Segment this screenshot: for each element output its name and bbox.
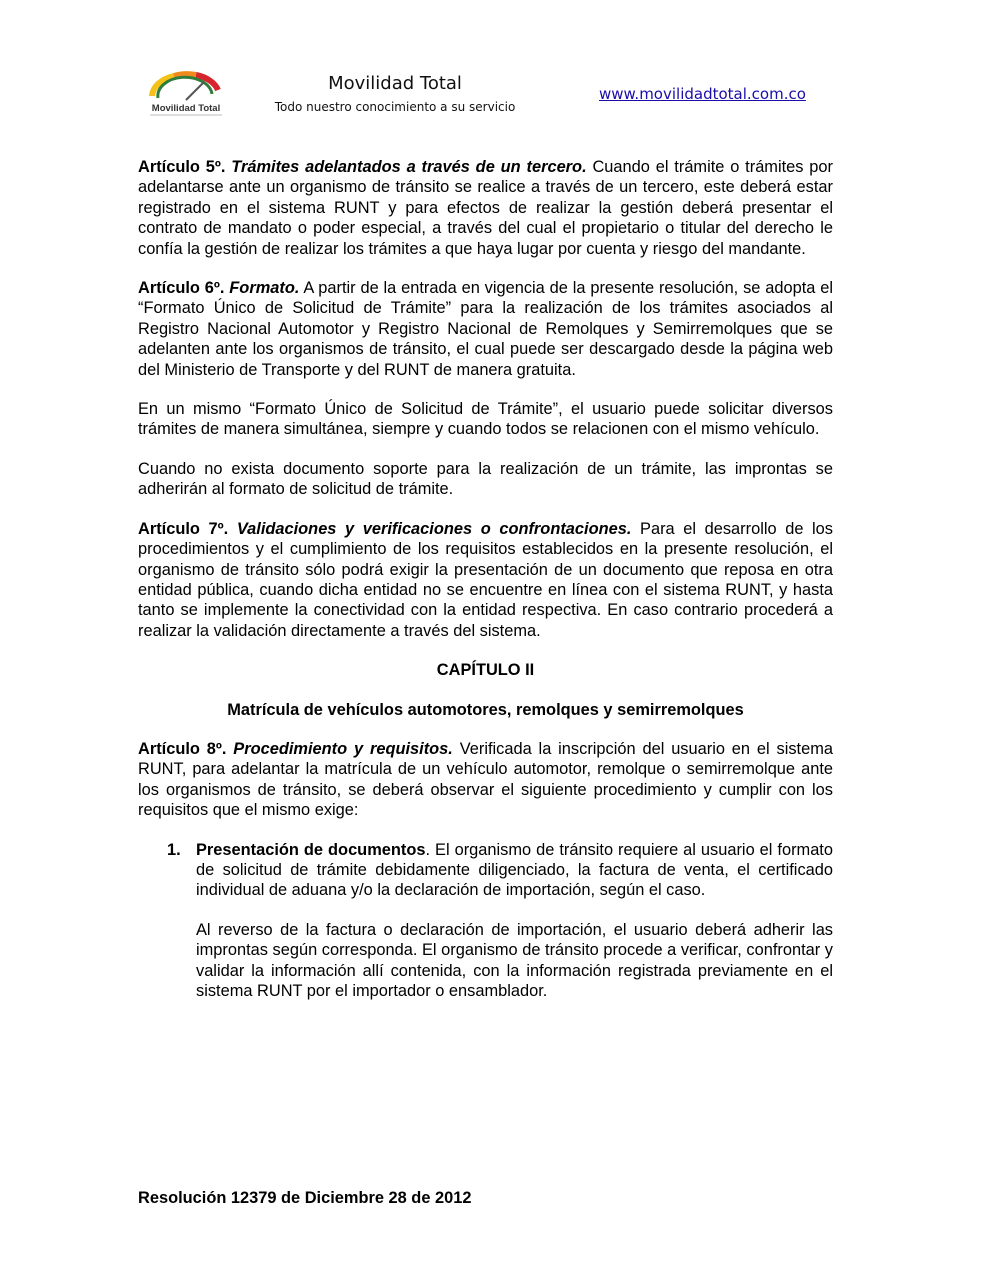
article-5-heading: Trámites adelantados a través de un tercero.: [231, 158, 587, 176]
article-7-label: Artículo 7º.: [138, 519, 229, 538]
header-subtitle: Todo nuestro conocimiento a su servicio: [274, 100, 516, 114]
article-8-text: Verificada la inscripción del usuario en el sistema RUNT, para adelantar la matrícula de un vehículo automotor, remolque o semirremolque ante los organismos de tránsito, se deberá observar el siguiente procedimiento y cumplir con los requisitos que el mismo exige:: [138, 739, 833, 820]
article-6-label: Artículo 6º.: [138, 279, 225, 298]
list-number: 1.: [167, 840, 181, 859]
chapter-heading: CAPÍTULO II: [436, 661, 535, 680]
article-5-label: Artículo 5º.: [138, 158, 226, 176]
list-item-paragraph-2: Al reverso de la factura o declaración de importación, el usuario deberá adherir las improntas según corresponda. El organismo de tránsito procede a verificar, confrontar y validar la información allí contenida, con la información registrada previamente en el sistema RUNT por el importador o ensamblador.: [196, 920, 833, 1000]
list-item: [138, 840, 833, 1002]
article-7-text: Para el desarrollo de los procedimientos y el cumplimiento de los requisitos establecidos en la presente resolución, el organismo de tránsito sólo podrá exigir la presentación de un documento que reposa en otra entidad pública, cuando dicha entidad no se encuentre en línea con el sistema RUNT, y hasta tanto se implemente la conectividad con la entidad respectiva. En caso contrario procederá a realizar la validación directamente a través del sistema.: [138, 519, 833, 640]
website-link[interactable]: www.movilidadtotal.com.co: [599, 85, 806, 103]
document-body: [138, 157, 833, 1020]
paragraph-soporte: Cuando no exista documento soporte para la realización de un trámite, las improntas se adherirán al formato de solicitud de trámite.: [138, 459, 833, 499]
article-6-heading: Formato.: [229, 279, 300, 298]
chapter-title: Matrícula de vehículos automotores, remolques y semirremolques: [227, 700, 744, 719]
article-8-label: Artículo 8º.: [138, 739, 227, 758]
movilidad-total-logo: [140, 66, 232, 118]
article-5: [138, 157, 833, 259]
list-item-paragraph: [196, 840, 833, 901]
footer-resolution: Resolución 12379 de Diciembre 28 de 2012: [138, 1189, 472, 1207]
list-item-text: . El organismo de tránsito requiere al usuario el formato de solicitud de trámite debidamente diligenciado, la factura de venta, el certificado individual de aduana y/o la declaración de importación, según el caso.: [196, 840, 833, 900]
list-item-heading: Presentación de documentos: [196, 840, 426, 859]
article-6: [138, 278, 833, 380]
article-8-heading: Procedimiento y requisitos.: [233, 739, 453, 758]
header-title: Movilidad Total: [328, 73, 462, 94]
article-5-text: Cuando el trámite o trámites por adelantarse ante un organismo de tránsito se realice a través de un tercero, este deberá estar registrado en el sistema RUNT y para efectos de realizar la gestión deberá presentar el contrato de mandato o poder especial, a través del cual el propietario o titular del derecho le confía la gestión de realizar los trámites a que haya lugar por cuenta y riesgo del mandante.: [138, 158, 833, 258]
article-7: [138, 519, 833, 641]
article-8: [138, 739, 833, 821]
svg-text:Movilidad Total: Movilidad Total: [151, 103, 221, 114]
article-6-text: A partir de la entrada en vigencia de la presente resolución, se adopta el “Formato Único de Solicitud de Trámite” para la realización de los trámites asociados al Registro Nacional Automotor y Registro Nacional de Remolques y Semirremolques que se adelanten ante los organismos de tránsito, el cual puede ser descargado desde la página web del Ministerio de Transporte y del RUNT de manera gratuita.: [138, 279, 833, 379]
paragraph-formato: En un mismo “Formato Único de Solicitud de Trámite”, el usuario puede solicitar diversos trámites de manera simultánea, siempre y cuando todos se relacionen con el mismo vehículo.: [138, 400, 833, 439]
article-7-heading: Validaciones y verificaciones o confrontaciones.: [236, 519, 632, 538]
